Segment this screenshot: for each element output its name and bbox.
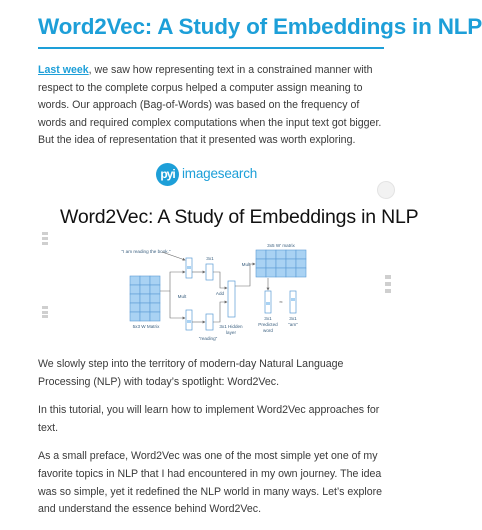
right-edge-marker xyxy=(385,275,391,293)
w-prime-matrix-grid xyxy=(256,250,306,277)
predicted-label-1: 3x1 xyxy=(264,316,272,321)
article xyxy=(38,0,482,150)
arrow-to-add-top xyxy=(213,272,227,288)
input-sentence-label: "I am reading the book." xyxy=(121,249,171,254)
logo-mark: pyi xyxy=(156,163,179,186)
add-label: Add xyxy=(215,291,225,296)
title-underline xyxy=(38,47,384,49)
w-prime-matrix-label: 3x5 W' matrix xyxy=(267,243,295,248)
approx-symbol: ≈ xyxy=(279,300,283,306)
context-vector-bottom xyxy=(206,314,213,330)
hidden-layer-label-2: layer xyxy=(226,330,236,335)
arrow-to-add-bottom xyxy=(213,302,227,322)
body-paragraph-2: In this tutorial, you will learn how to implement Word2Vec approaches for text. xyxy=(38,404,380,434)
vector-top-label: 3x1 xyxy=(206,256,214,261)
predicted-label-2: Predicted xyxy=(258,322,278,327)
last-week-link[interactable]: Last week xyxy=(38,64,89,76)
article-body xyxy=(38,356,384,530)
figure-title: Word2Vec: A Study of Embeddings in NLP xyxy=(60,206,419,228)
body-paragraph-1: We slowly step into the territory of modern-day Natural Language Processing (NLP) with today’s spotlight: Word2Vec. xyxy=(38,358,344,388)
loading-circle-icon xyxy=(377,181,395,199)
target-vector xyxy=(290,291,296,313)
left-edge-marker xyxy=(42,232,48,246)
logo-wordmark: imagesearch xyxy=(182,166,258,181)
context-vector-top xyxy=(206,264,213,280)
left-edge-marker xyxy=(42,306,48,318)
article-title: Word2Vec: A Study of Embeddings in NLP xyxy=(38,14,482,39)
intro-text: , we saw how representing text in a constrained manner with respect to the complete corpus helped a computer assign meaning to words. Our approach (Bag-of-Words) was based on the frequency of words and required complex computations when the input text got bigger. But the idea of representation that it presented was worth exploring. xyxy=(38,64,382,147)
w-matrix-label: 5x3 W Matrix xyxy=(132,324,160,329)
target-label-2: "am" xyxy=(288,322,298,327)
arrow-sentence-to-vector xyxy=(162,252,185,260)
hidden-layer-label: 3x1 Hidden xyxy=(219,324,243,329)
target-label-1: 3x1 xyxy=(289,316,297,321)
mult-left-label: Mult xyxy=(177,294,187,299)
w-matrix-grid xyxy=(130,276,160,321)
hidden-layer-vector xyxy=(228,281,235,317)
arrow-matrix-to-top xyxy=(160,272,185,291)
intro-paragraph xyxy=(38,62,384,150)
reading-label: "reading" xyxy=(198,336,218,341)
arrow-hidden-to-wprime xyxy=(235,264,255,286)
body-paragraph-3: As a small preface, Word2Vec was one of the most simple yet one of my favorite topics in NLP that I had encountered in my own journey. The idea was so simple, yet it redefined the NLP world in many ways. Let’s explore and understand the essence behind Word2Vec. xyxy=(38,450,383,516)
word2vec-diagram xyxy=(110,236,310,346)
mult-right-label: Mult xyxy=(241,262,251,267)
predicted-label-3: word xyxy=(263,328,273,333)
